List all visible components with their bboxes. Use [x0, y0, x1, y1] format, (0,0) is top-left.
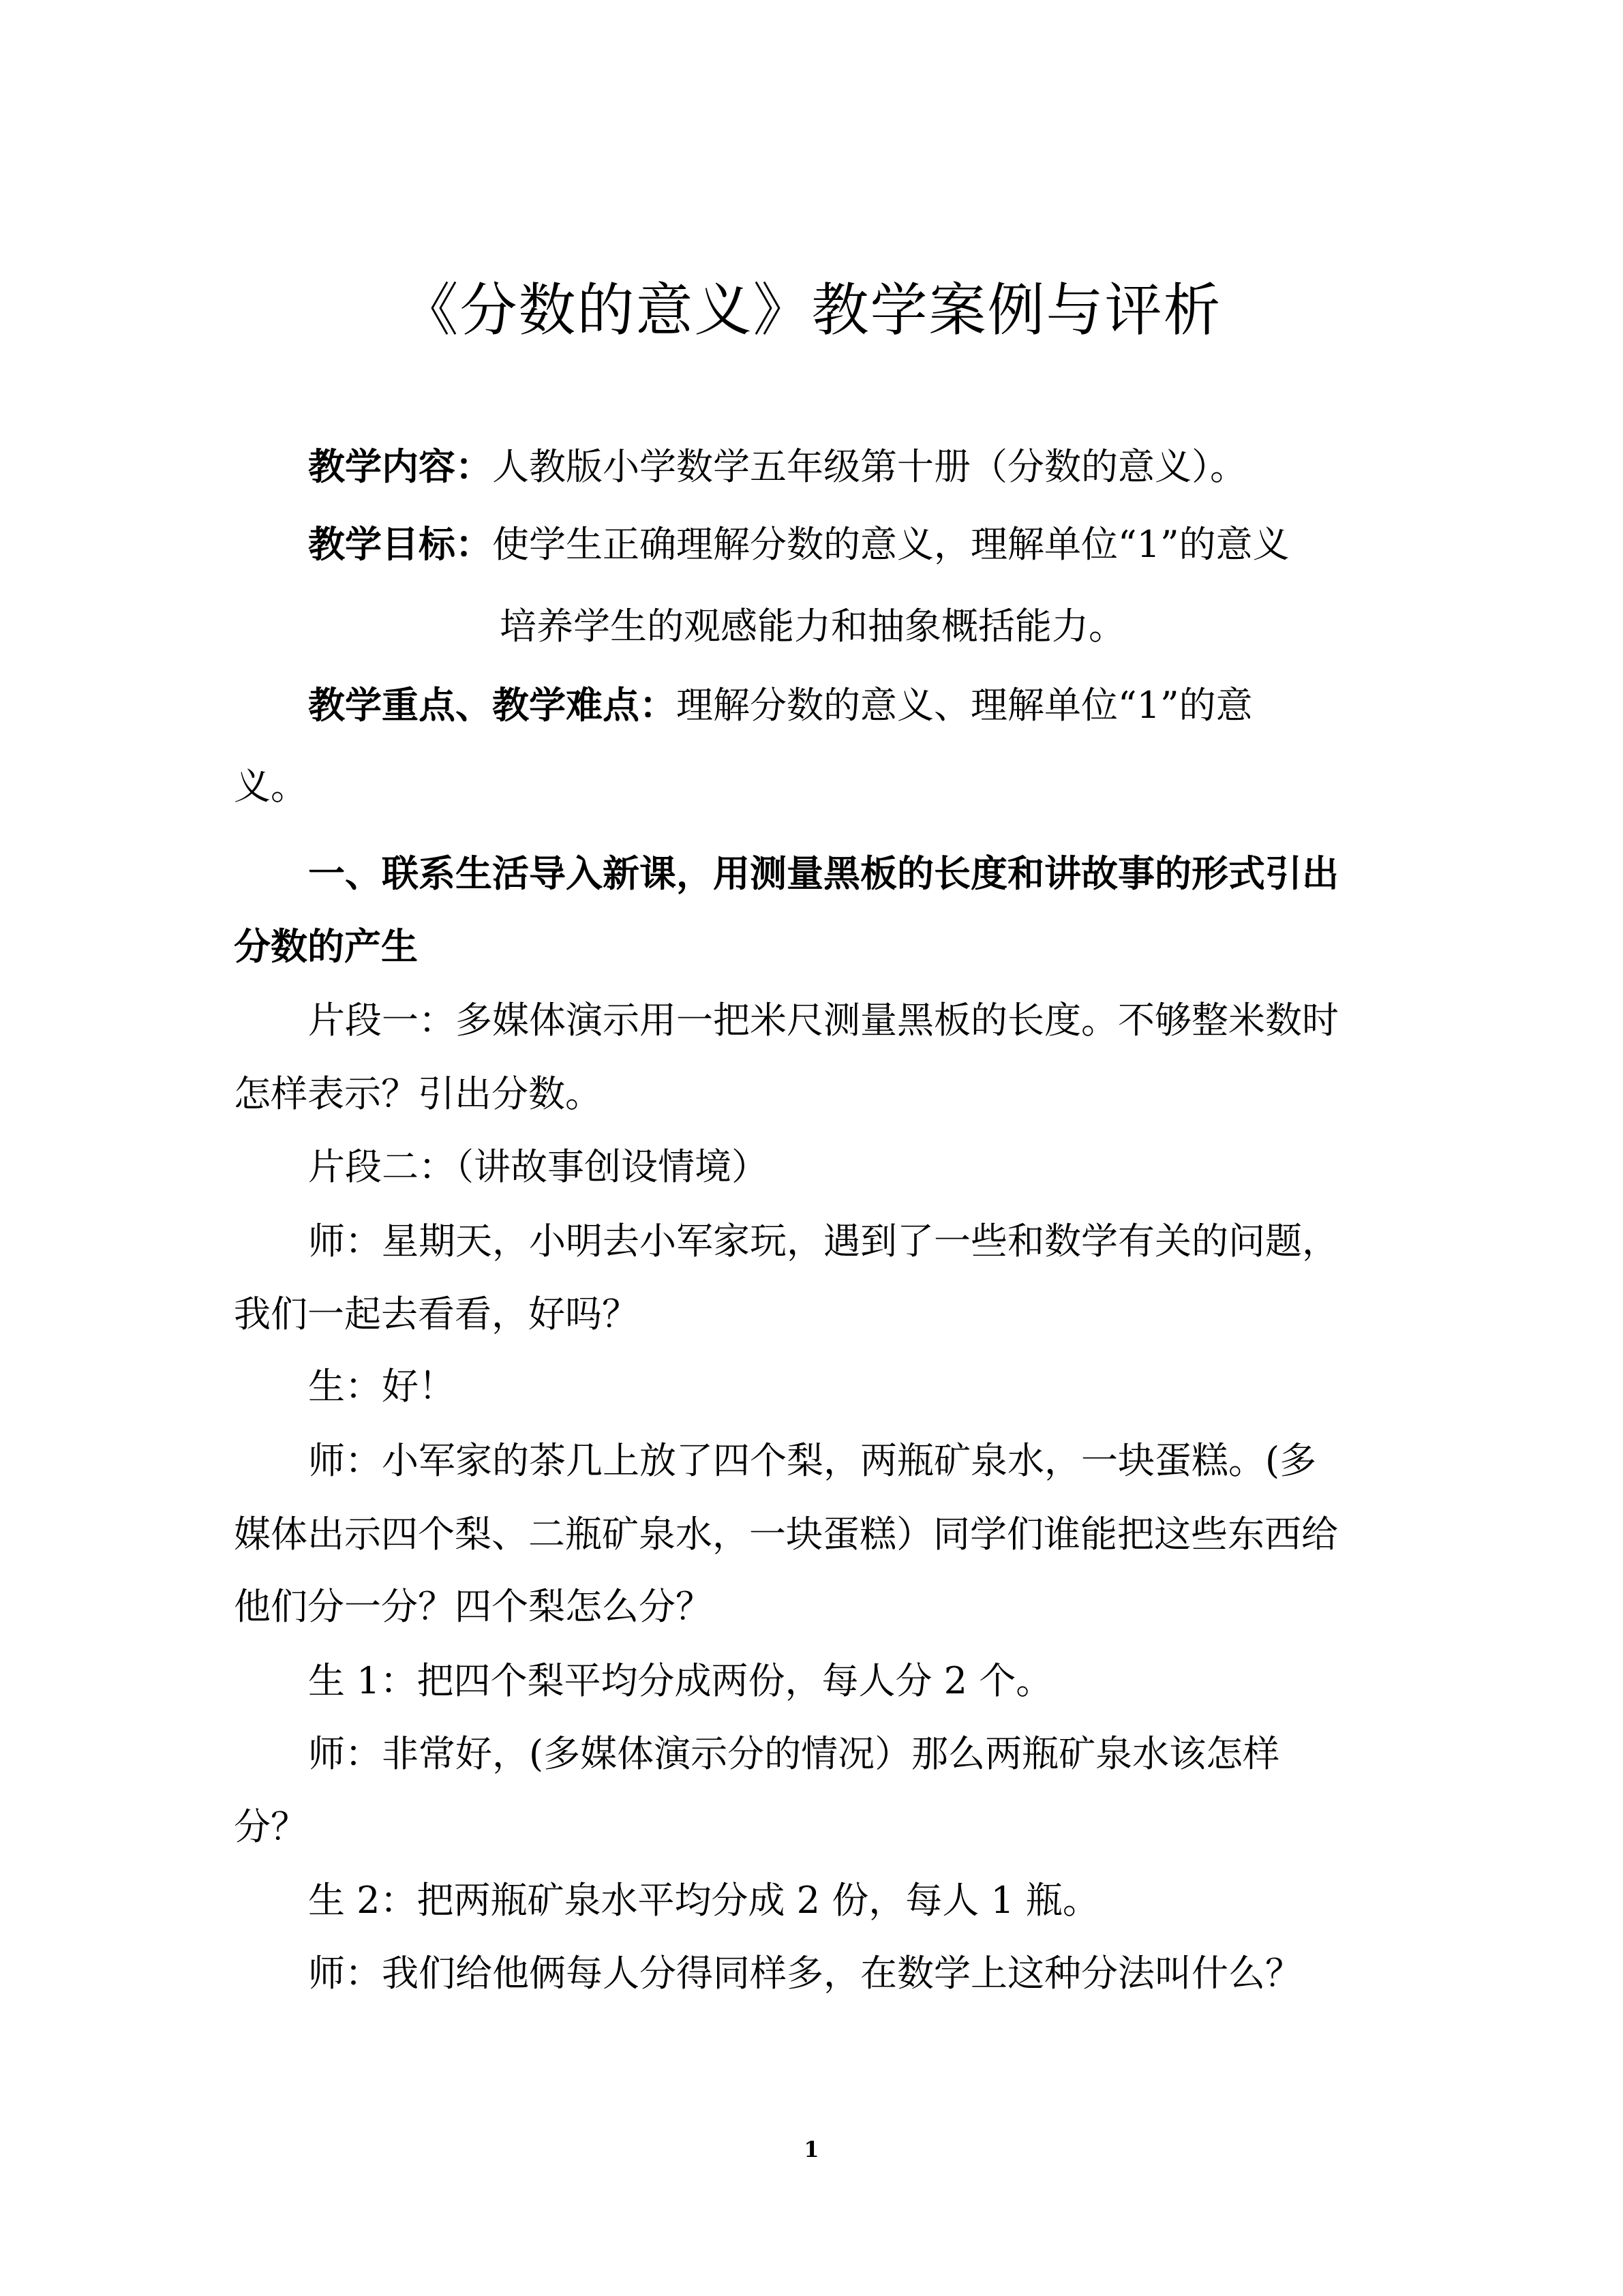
paragraph-line: 分？: [234, 1805, 307, 1848]
paragraph-line: 我们一起去看看，好吗？: [234, 1293, 639, 1335]
key-difficulty-line: [308, 678, 1253, 733]
paragraph-line: 他们分一分？四个梨怎么分？: [234, 1585, 712, 1628]
paragraph-line: 片段二：（讲故事创设情境）: [308, 1145, 768, 1188]
page-number: 1: [804, 2136, 819, 2162]
paragraph-line: 怎样表示？引出分数。: [234, 1072, 602, 1115]
teaching-content-label: 教学内容：: [308, 445, 492, 488]
teaching-goal-text: 使学生正确理解分数的意义，理解单位“1”的意义: [492, 523, 1290, 566]
paragraph-line: 师：星期天，小明去小军家玩，遇到了一些和数学有关的问题，: [308, 1220, 1339, 1263]
section-heading-line-2: 分数的产生: [234, 925, 418, 968]
teaching-content-line: [308, 440, 1247, 494]
key-difficulty-continuation: 义。: [234, 765, 307, 808]
section-heading-line-1: 一、联系生活导入新课，用测量黑板的长度和讲故事的形式引出: [308, 852, 1339, 895]
teaching-content-text: 人教版小学数学五年级第十册（分数的意义）。: [492, 445, 1247, 488]
document-title: 《分数的意义》教学案例与评析: [401, 277, 1222, 344]
teaching-goal-label: 教学目标：: [308, 523, 492, 566]
paragraph-line: 片段一：多媒体演示用一把米尺测量黑板的长度。不够整米数时: [308, 999, 1339, 1042]
paragraph-line: 师：非常好，(多媒体演示分的情况）那么两瓶矿泉水该怎样: [308, 1732, 1280, 1775]
paragraph-line: 师：我们给他俩每人分得同样多，在数学上这种分法叫什么？: [308, 1952, 1302, 1995]
paragraph-line: 师：小军家的茶几上放了四个梨，两瓶矿泉水，一块蛋糕。(多: [308, 1439, 1317, 1482]
teaching-goal-line: [308, 517, 1290, 572]
paragraph-line: 媒体出示四个梨、二瓶矿泉水，一块蛋糕）同学们谁能把这些东西给: [234, 1513, 1338, 1556]
key-difficulty-label: 教学重点、教学难点：: [308, 684, 676, 727]
paragraph-line: 生 1：把四个梨平均分成两份，每人分 2 个。: [308, 1659, 1053, 1702]
paragraph-line: 生 2：把两瓶矿泉水平均分成 2 份，每人 1 瓶。: [308, 1879, 1099, 1922]
teaching-goal-continuation: 培养学生的观感能力和抽象概括能力。: [500, 605, 1125, 648]
key-difficulty-text: 理解分数的意义、理解单位“1”的意: [676, 684, 1253, 727]
paragraph-line: 生：好！: [308, 1365, 455, 1408]
